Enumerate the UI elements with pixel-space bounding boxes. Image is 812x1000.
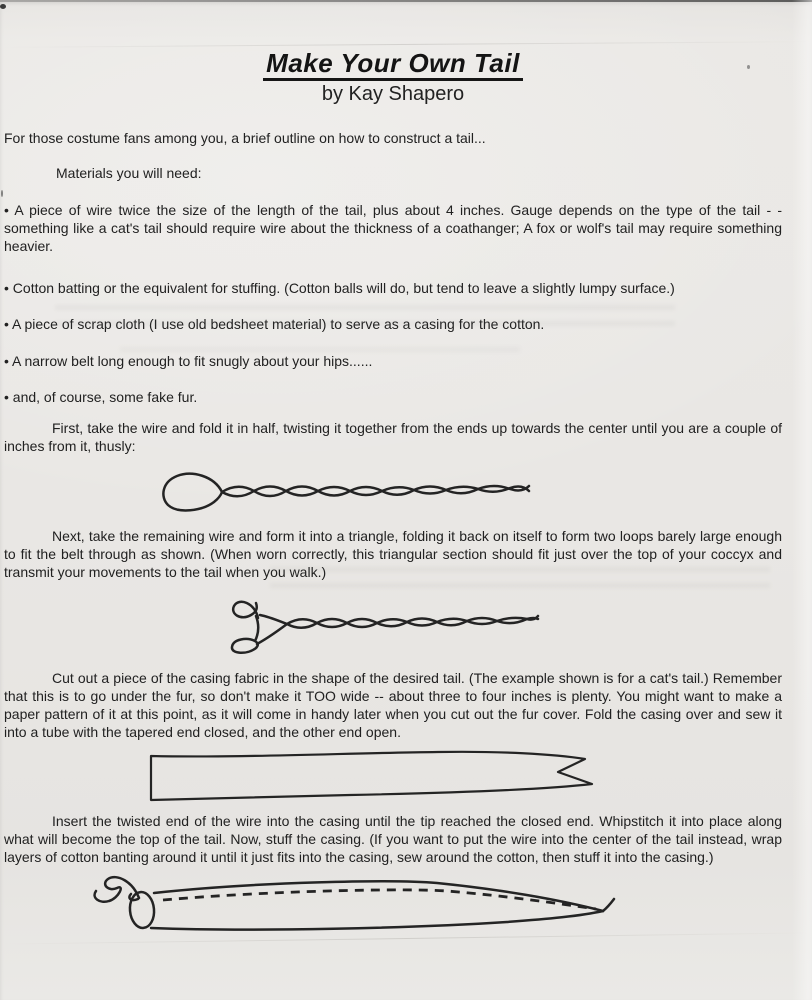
material-item-text: A narrow belt long enough to fit snugly about your hips...... [12, 353, 373, 369]
material-item-fake-fur [4, 388, 782, 406]
material-item-cotton-batting [4, 279, 782, 297]
twisted-wire-figure [150, 464, 550, 519]
title-block [4, 0, 782, 104]
step-1-paragraph: First, take the wire and fold it in half, twisting it together from the ends up towards the center until you are a couple of inches from it, thusly: [4, 420, 782, 454]
stuffed-tail-figure [75, 868, 620, 953]
material-item-text: A piece of scrap cloth (I use old bedsheet material) to serve as a casing for the cotton. [12, 316, 545, 332]
scan-speck [1, 190, 3, 197]
step-3-paragraph: Cut out a piece of the casing fabric in the shape of the desired tail. (The example shown is for a cat's tail.) Remember that this is to go under the fur, so don't make it TOO wide -- about three to four inches is plenty. You might want to make a paper pattern of it at this point, as it will come in handy later when you cut out the fur cover. Fold the casing over and sew it into a tube with the tapered end closed, and the other end open. [4, 670, 782, 740]
bullet-glyph: • [4, 280, 13, 296]
scan-speck [747, 65, 750, 69]
step-4-paragraph: Insert the twisted end of the wire into the casing until the tip reached the closed end. Whipstitch it into place along what will become the top of the tail. Now, stuff the casing. (If you want to put the wire into the center of the tail instead, wrap layers of cotton banting around it until it just fits into the casing, sew around the cotton, then stuff it into the casing.) [4, 813, 782, 865]
bullet-glyph: • [4, 202, 15, 218]
scan-top-edge-shadow [0, 0, 812, 2]
casing-pattern-figure [148, 745, 598, 807]
material-item-belt [4, 352, 782, 370]
intro-paragraph: For those costume fans among you, a brief outline on how to construct a tail... [4, 130, 486, 146]
scan-right-edge-highlight [792, 0, 812, 1000]
bullet-glyph: • [4, 353, 13, 369]
bullet-glyph: • [4, 389, 13, 405]
material-item-text: Cotton batting or the equivalent for stuffing. (Cotton balls will do, but tend to leave a slightly lumpy surface.) [12, 280, 675, 296]
materials-heading: Materials you will need: [56, 165, 202, 181]
material-item-wire [4, 201, 782, 255]
step-2-paragraph: Next, take the remaining wire and form it into a triangle, folding it back on itself to form two loops barely large enough to fit the belt through as shown. (When worn correctly, this triangular section should fit just over the top of your coccyx and transmit your movements to the tail when you walk.) [4, 528, 782, 580]
material-item-text: A piece of wire twice the size of the length of the tail, plus about 4 inches. Gauge depends on the type of the tail - - something like a cat's tail should require wire about the thickness of a coathanger; A fox or wolf's tail may require something heavier. [4, 202, 782, 254]
bullet-glyph: • [4, 316, 13, 332]
material-item-text: and, of course, some fake fur. [12, 389, 198, 405]
page-title: Make Your Own Tail [263, 50, 523, 81]
scan-speck [0, 4, 6, 9]
bleedthrough-artifact [270, 556, 770, 588]
bleedthrough-artifact [55, 296, 675, 326]
bleedthrough-artifact [120, 338, 520, 352]
wire-triangle-figure [225, 593, 555, 663]
byline: by Kay Shapero [321, 83, 465, 105]
